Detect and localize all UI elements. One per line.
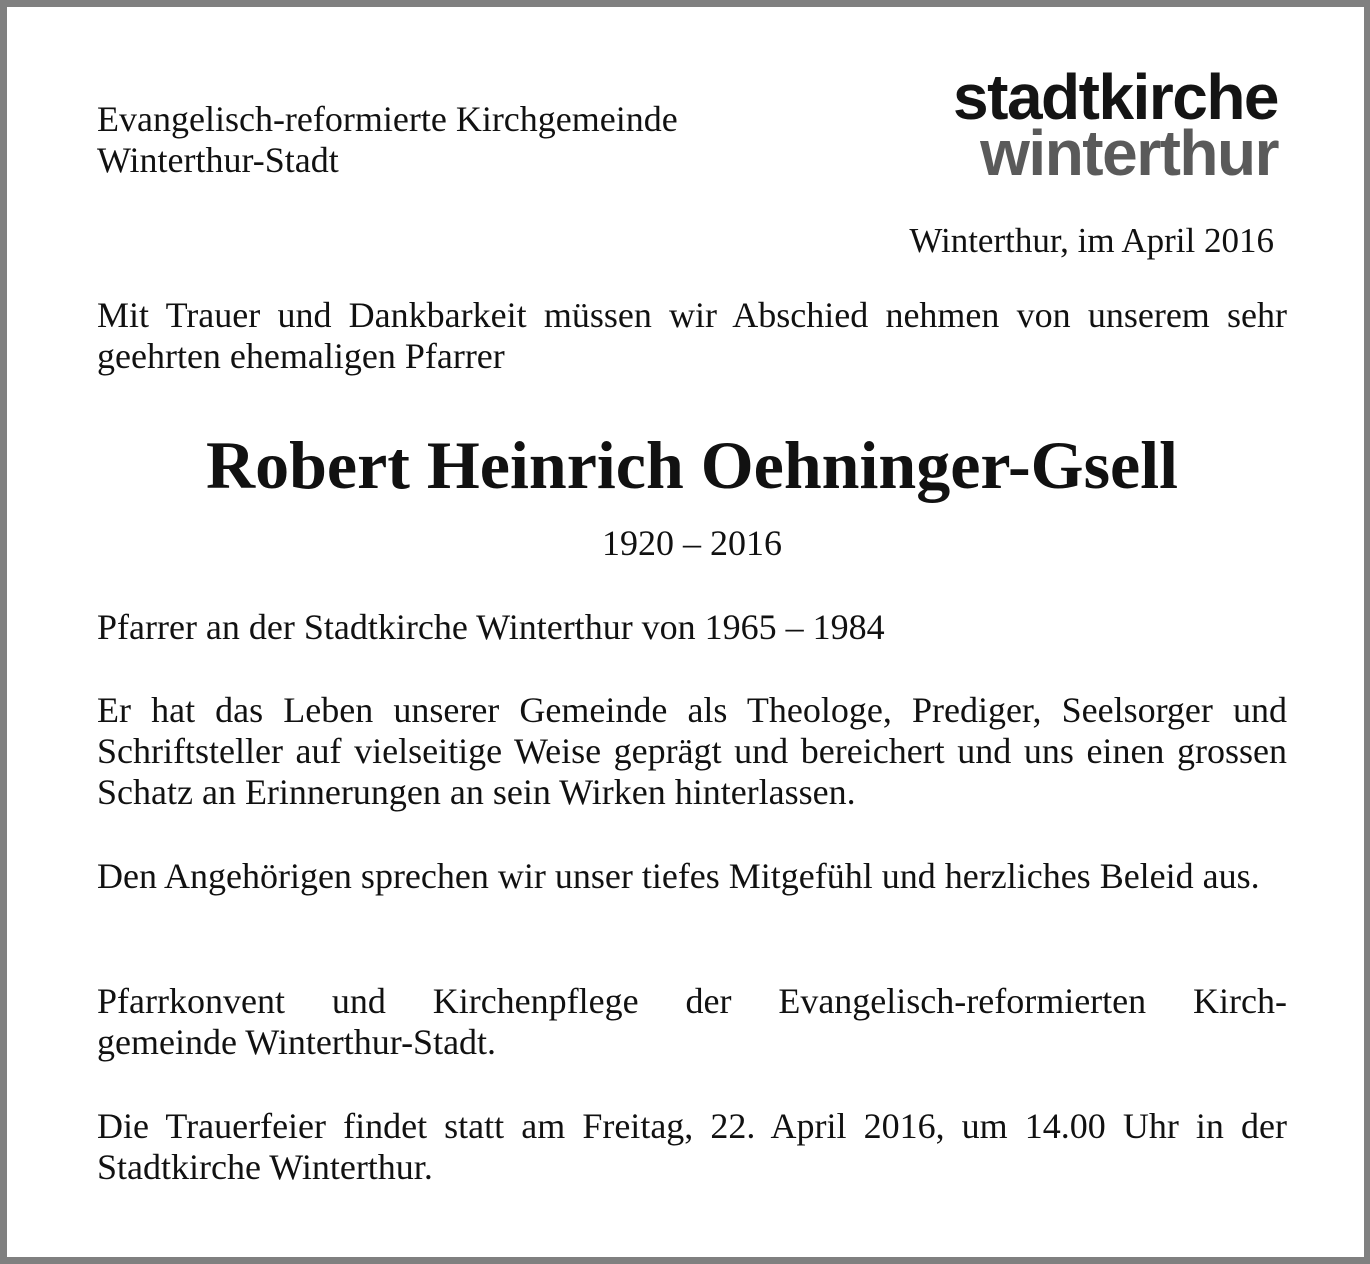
- signature-paragraph: [97, 981, 1287, 1063]
- intro-paragraph: Mit Trauer und Dankbarkeit müssen wir Abschied nehmen von unserem sehr geehrten ehemaligen Pfarrer: [97, 295, 1287, 376]
- organization-name: [97, 99, 678, 181]
- organization-line-1: Evangelisch-reformierte Kirchgemeinde: [97, 99, 678, 139]
- signature-line-2: gemeinde Winterthur-Stadt.: [97, 1022, 497, 1062]
- dateline: Winterthur, im April 2016: [909, 221, 1274, 260]
- logo-line-2: winterthur: [980, 117, 1278, 189]
- life-years: 1920 – 2016: [602, 523, 782, 563]
- tribute-paragraph: Er hat das Leben unserer Gemeinde als Theologe, Prediger, Seelsorger und Schriftsteller auf vielseitige Weise geprägt und bereichert und uns einen grossen Schatz an Erinnerungen an sein Wirken hinterlassen.: [97, 690, 1287, 812]
- stadtkirche-winterthur-logo: [953, 61, 1278, 189]
- service-paragraph: Die Trauerfeier findet statt am Freitag, 22. April 2016, um 14.00 Uhr in der Stadtkirche Winterthur.: [97, 1106, 1287, 1187]
- role-paragraph: Pfarrer an der Stadtkirche Winterthur von 1965 – 1984: [97, 607, 885, 647]
- signature-line-1: Pfarrkonvent und Kirchenpflege der Evangelisch-reformierten Kirch-: [97, 981, 1287, 1021]
- deceased-name: Robert Heinrich Oehninger-Gsell: [205, 427, 1179, 503]
- condolence-paragraph: Den Angehörigen sprechen wir unser tiefes Mitgefühl und herzliches Beleid aus.: [97, 856, 1260, 896]
- organization-line-2: Winterthur-Stadt: [97, 140, 339, 180]
- logo-line-1: stadtkirche: [953, 61, 1278, 133]
